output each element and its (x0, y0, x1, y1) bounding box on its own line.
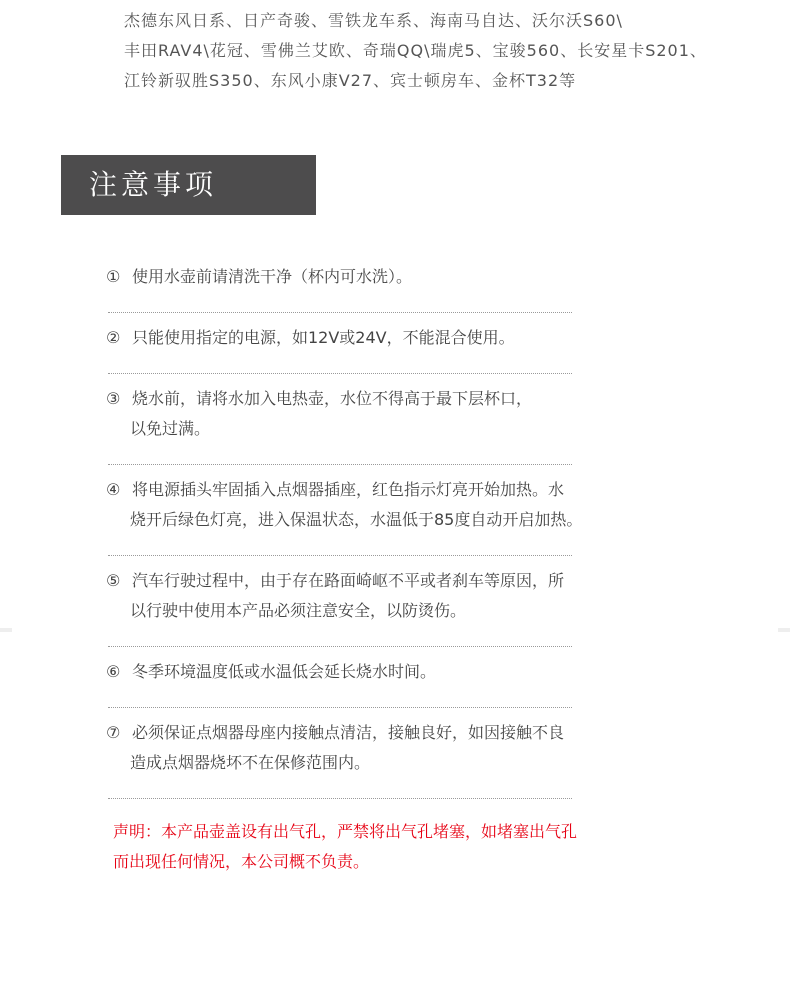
notes-list (106, 262, 606, 799)
note-item (106, 384, 606, 444)
note-number: ① (106, 267, 121, 286)
declaration (113, 817, 633, 877)
note-text-continued: 以免过满。 (130, 419, 211, 438)
note-item (106, 657, 606, 687)
note-number: ⑦ (106, 723, 121, 742)
note-text: 将电源插头牢固插入点烟器插座，红色指示灯亮开始加热。水 (132, 480, 565, 499)
note-item (106, 718, 606, 778)
note-text: 烧水前，请将水加入电热壶，水位不得高于最下层杯口， (132, 389, 533, 408)
note-text-continued: 以行驶中使用本产品必须注意安全，以防烫伤。 (130, 601, 467, 620)
note-text: 汽车行驶过程中，由于存在路面崎岖不平或者刹车等原因，所 (132, 571, 565, 590)
note-item (106, 323, 606, 353)
note-number: ⑥ (106, 662, 121, 681)
compatible-models-line: 江铃新驭胜S350、东风小康V27、宾士顿房车、金杯T32等 (124, 71, 577, 90)
left-edge-mark (0, 628, 12, 632)
right-edge-mark (778, 628, 790, 632)
note-text: 使用水壶前请清洗干净（杯内可水洗）。 (132, 267, 413, 286)
note-number: ⑤ (106, 571, 121, 590)
declaration-line: 而出现任何情况，本公司概不负责。 (113, 852, 370, 871)
declaration-line: 声明：本产品壶盖设有出气孔，严禁将出气孔堵塞，如堵塞出气孔 (113, 822, 578, 841)
compatible-models-line: 丰田RAV4\花冠、雪佛兰艾欧、奇瑞QQ\瑞虎5、宝骏560、长安星卡S201、 (124, 41, 707, 60)
note-number: ② (106, 328, 121, 347)
compatible-models-line: 杰德东风日系、日产奇骏、雪铁龙车系、海南马自达、沃尔沃S60\ (124, 11, 623, 30)
note-number: ③ (106, 389, 121, 408)
note-text-continued: 造成点烟器烧坏不在保修范围内。 (130, 753, 371, 772)
note-text: 只能使用指定的电源，如12V或24V，不能混合使用。 (132, 328, 515, 347)
note-text: 冬季环境温度低或水温低会延长烧水时间。 (132, 662, 437, 681)
section-header (61, 155, 316, 215)
note-text-continued: 烧开后绿色灯亮，进入保温状态，水温低于85度自动开启加热。 (130, 510, 583, 529)
section-title: 注意事项 (89, 168, 218, 201)
note-item (106, 566, 606, 626)
dotted-divider (108, 798, 572, 799)
note-number: ④ (106, 480, 121, 499)
note-item (106, 475, 606, 535)
note-text: 必须保证点烟器母座内接触点清洁，接触良好，如因接触不良 (132, 723, 565, 742)
compatible-models (124, 6, 764, 96)
note-item (106, 262, 606, 292)
